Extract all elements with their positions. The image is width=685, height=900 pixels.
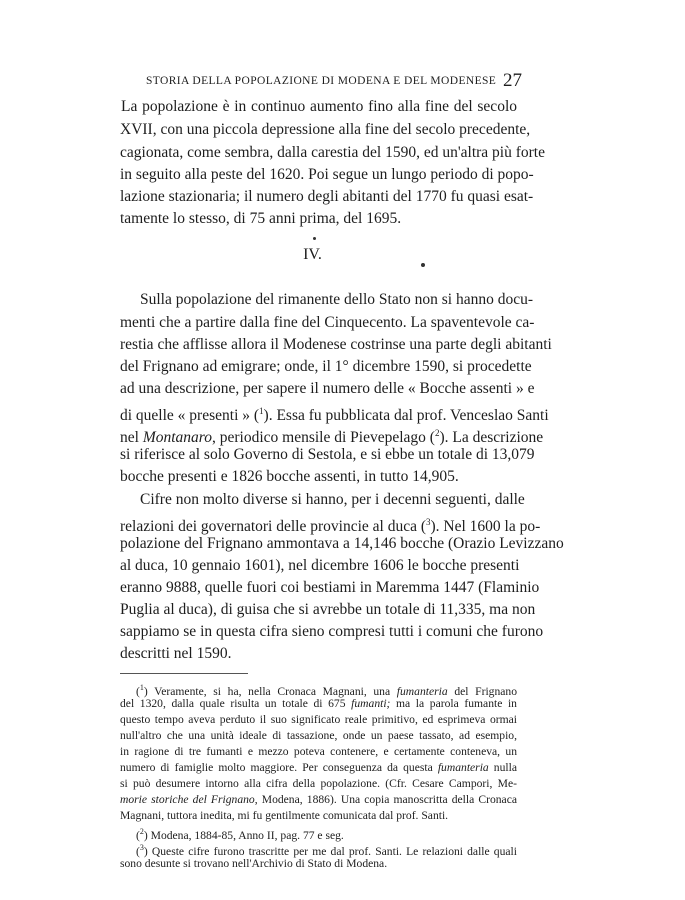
footnote-line: sono desunte si trovano nell'Archivio di Stato di Modena. [120, 857, 388, 870]
text-line: tamente lo stesso, di 75 anni prima, del 1695. [120, 210, 402, 227]
footnote-ref: 3 [426, 517, 431, 527]
text-line: di quelle « presenti » ($^1$). Essa fu pubblicata dal prof. Venceslao Santi [120, 406, 549, 425]
text-line: La popolazione è in continuo aumento fino alla fine del secolo [121, 98, 517, 115]
text-line: si riferisce al solo Governo di Sestola, e si ebbe un totale di 13,079 [120, 446, 535, 463]
text-line: ad una descrizione, per sapere il numero delle « Bocche assenti » e [120, 380, 535, 397]
text-line: eranno 9888, quelle fuori coi bestiami in Maremma 1447 (Flaminio [120, 579, 540, 596]
footnote-line: numero di famiglie molto maggiore. Per conseguenza da questa fumanteria nulla [120, 761, 517, 774]
text-line: sappiamo se in questa cifra sieno compresi tutti i comuni che furono [120, 623, 544, 640]
text-line: menti che a partire dalla fine del Cinquecento. La spaventevole ca- [120, 314, 535, 331]
section-heading: IV. [303, 246, 322, 263]
footnote-line: null'altro che una unità ideale di tassazione, onde un paese tassato, ad esempio, [120, 729, 517, 742]
text-line: XVII, con una piccola depressione alla fine del secolo precedente, [120, 121, 531, 138]
footnote-marker: 1 [139, 683, 144, 692]
text-line: restia che afflisse allora il Modenese costrinse una parte degli abitanti [120, 336, 552, 353]
text-line: al duca, 10 gennaio 1601), nel dicembre 1606 le bocche presenti [120, 557, 520, 574]
text-line: cagionata, come sembra, dalla carestia del 1590, ed un'altra più forte [120, 144, 545, 161]
text-line: Sulla popolazione del rimanente dello Stato non si hanno docu- [140, 291, 534, 308]
footnote-line: questo tempo aveva perduto il suo significato reale primitivo, ed esprimeva ormai [120, 713, 517, 726]
footnote-line: si può desumere intorno alla cifra della popolazione. (Cfr. Cesare Campori, Me- [120, 777, 517, 790]
text-line: descritti nel 1590. [120, 645, 232, 662]
footnote-marker: 3 [139, 843, 144, 852]
text-line: nel Montanaro, periodico mensile di Pievepelago ($^2$). La descrizione [120, 428, 544, 447]
text-line: in seguito alla peste del 1620. Poi segue un lungo periodo di popo- [120, 166, 534, 183]
text-line: lazione stazionaria; il numero degli abitanti del 1770 fu quasi esat- [120, 188, 534, 205]
text-line: Puglia al duca), di guisa che si avrebbe un totale di 11,335, ma non [120, 601, 536, 618]
footnote-line: del 1320, dalla quale risulta un totale di 675 fumanti; ma la parola fumante in [120, 697, 517, 710]
text-line: del Frignano ad emigrare; onde, il 1° dicembre 1590, si procedette [120, 358, 532, 375]
text-line: bocche presenti e 1826 bocche assenti, in tutto 14,905. [120, 468, 459, 485]
footnote-ref: 1 [259, 406, 264, 416]
text-line: polazione del Frignano ammontava a 14,146 bocche (Orazio Levizzano [120, 535, 564, 552]
footnote-line: morie storiche del Frignano, Modena, 1886). Una copia manoscritta della Cronaca [120, 793, 517, 806]
footnote-line: ($^3$) Queste cifre furono trascritte per me dal prof. Santi. Le relazioni dalle quali [136, 843, 517, 858]
text-line: Cifre non molto diverse si hanno, per i decenni seguenti, dalle [140, 491, 525, 508]
footnote-line: Magnani, tuttora inedita, mi fu gentilmente comunicata dal prof. Santi. [120, 809, 449, 822]
text-line: relazioni dei governatori delle provincie al duca ($^3$). Nel 1600 la po- [120, 517, 541, 536]
footnote-ref: 2 [434, 428, 440, 438]
footnote-line: ($^2$) Modena, 1884-85, Anno II, pag. 77 e seg. [136, 827, 344, 842]
footnote-divider [120, 673, 248, 674]
header-title: STORIA DELLA POPOLAZIONE DI MODENA E DEL MODENESE [146, 75, 497, 87]
footnote-line: ($^1$) Veramente, si ha, nella Cronaca Magnani, una fumanteria del Frignano [136, 683, 517, 698]
ink-speck [313, 237, 316, 240]
footnote-line: in ragione di tre fumanti e mezzo poteva contenere, e certamente conteneva, un [120, 745, 517, 758]
ink-speck [421, 263, 425, 267]
footnote-marker: 2 [139, 827, 144, 836]
page-number: 27 [503, 70, 522, 91]
